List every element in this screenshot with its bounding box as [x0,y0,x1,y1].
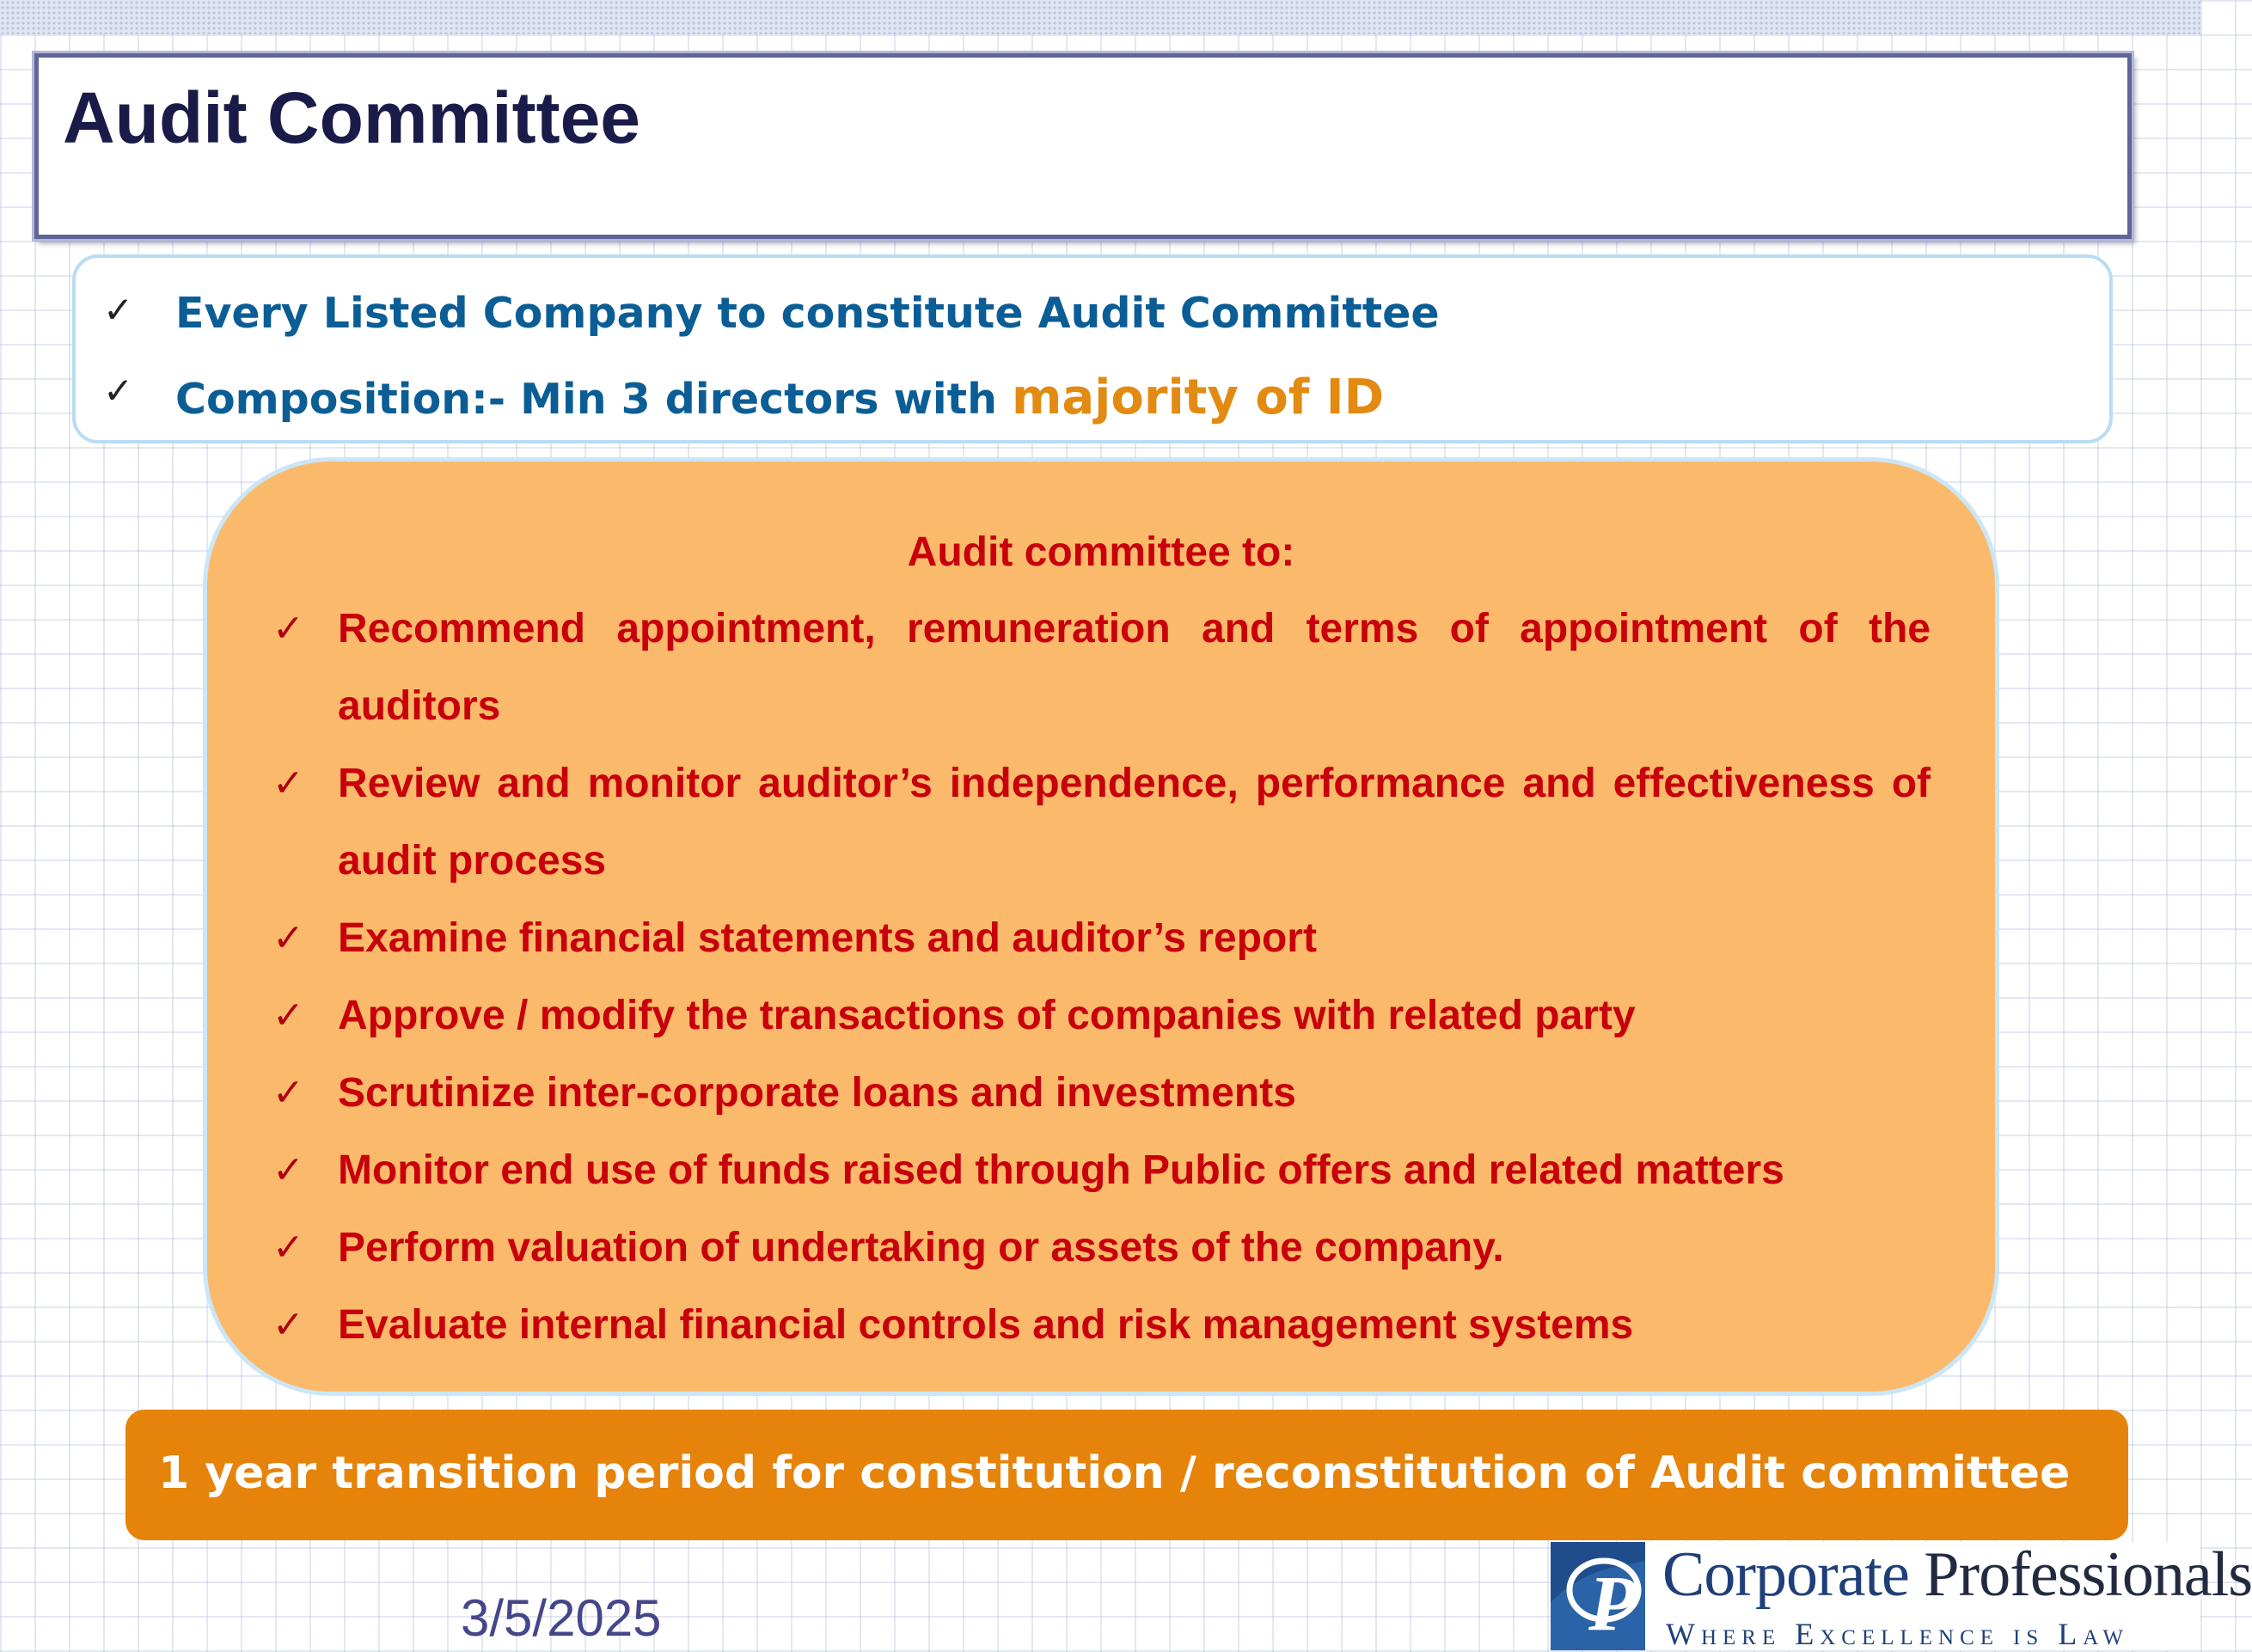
logo-tagline: Where Excellence is Law [1666,1617,2129,1651]
duty-text: Scrutinize inter-corporate loans and investments [338,1070,1296,1116]
checkmark-icon: ✓ [272,762,304,805]
checkmark-icon: ✓ [272,1227,304,1269]
logo-mark-letter: P [1588,1559,1637,1647]
intro-box [72,254,2113,444]
logo-name-part1: Corporate [1662,1539,1909,1610]
committee-panel [203,457,1999,1396]
slide-title: Audit Committee [63,77,640,158]
duty-text: Recommend appointment, remuneration and terms of appointment of the auditors [338,606,1931,729]
duty-text: Perform valuation of undertaking or assets of the company. [338,1225,1504,1270]
logo-name [1662,1539,2252,1612]
duty-text: Examine financial statements and auditor’s report [338,915,1317,961]
transition-banner-text: 1 year transition period for constitution / reconstitution of Audit committee [158,1447,2071,1499]
transition-banner [125,1410,2128,1540]
top-decorative-strip [0,0,2200,34]
checkmark-icon: ✓ [272,917,304,959]
intro-item-text: Every Listed Company to constitute Audit Committee [175,289,1440,338]
checkmark-icon: ✓ [272,1072,304,1114]
slide-date: 3/5/2025 [461,1589,662,1647]
duty-text: Review and monitor auditor’s independence, performance and effectiveness of audit process [338,761,1931,884]
intro-item-text [175,370,1384,425]
duty-text: Evaluate internal financial controls and risk management systems [338,1302,1634,1348]
composition-text: Composition:- Min 3 directors with [175,375,1013,424]
checkmark-icon: ✓ [272,1304,304,1346]
logo-mark-icon [1551,1542,1645,1650]
logo-name-part2: Professionals [1908,1539,2252,1610]
checkmark-icon: ✓ [272,1149,304,1191]
duty-text: Monitor end use of funds raised through Public offers and related matters [338,1147,1784,1193]
checkmark-icon: ✓ [272,994,304,1037]
duty-text: Approve / modify the transactions of companies with related party [338,993,1636,1038]
committee-heading: Audit committee to: [907,529,1295,575]
checkmark-icon: ✓ [272,608,304,650]
checkmark-icon: ✓ [103,370,134,412]
checkmark-icon: ✓ [103,289,134,331]
company-logo [1551,1539,2252,1651]
majority-highlight: majority of ID [1012,370,1385,425]
title-box [34,53,2132,239]
